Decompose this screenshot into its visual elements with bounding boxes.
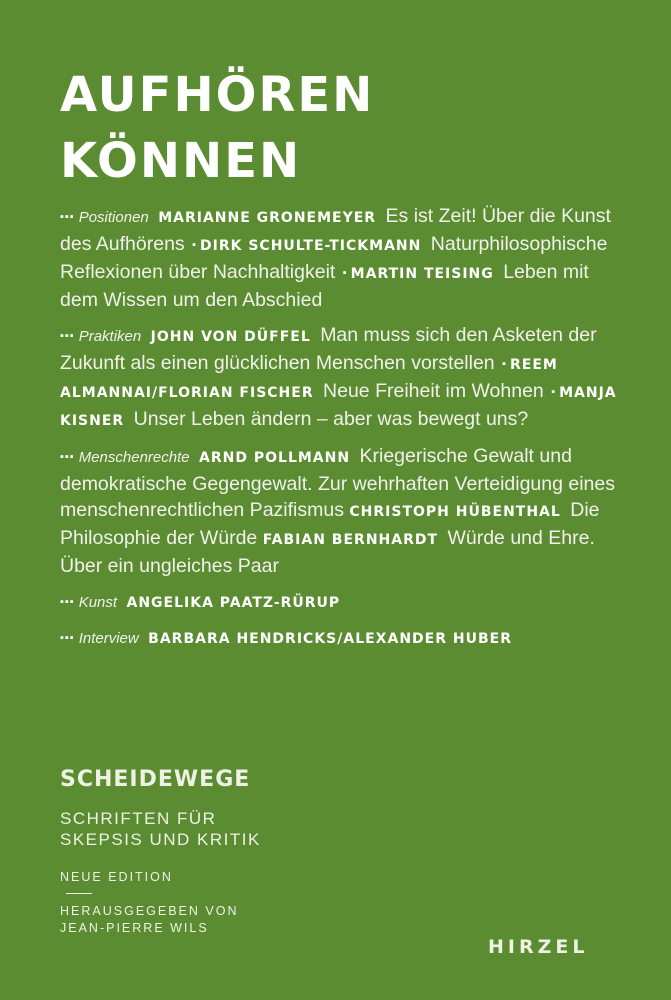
- article-title: Leben mit dem Wissen um den Abschied: [60, 261, 589, 311]
- article-title: Naturphilosophische Reflexionen über Nachhaltigkeit: [60, 233, 608, 283]
- article-title: Es ist Zeit! Über die Kunst des Aufhörens: [60, 205, 611, 255]
- series-subtitle-line-1: SCHRIFTEN FÜR: [60, 809, 217, 828]
- edition-editor: JEAN-PIERRE WILS: [60, 921, 209, 935]
- section-category: Kunst: [78, 594, 118, 611]
- author-name: MANJA KISNER: [60, 385, 617, 429]
- bullet-marker: ▪▪▪: [60, 330, 75, 342]
- title-line-1: AUFHÖREN: [60, 67, 375, 123]
- bullet-marker: ▪▪▪: [60, 211, 75, 223]
- edition-info: [60, 869, 238, 937]
- author-name: REEM ALMANNAI/FLORIAN FISCHER: [60, 357, 558, 401]
- article-title: Neue Freiheit im Wohnen: [323, 380, 544, 402]
- author-name: MARTIN TEISING: [350, 266, 494, 282]
- section-category: Positionen: [78, 209, 149, 226]
- divider: [66, 893, 92, 894]
- series-subtitle: [60, 808, 261, 850]
- publisher-logo: HIRZEL: [488, 936, 589, 958]
- square-marker: ▪: [502, 358, 506, 370]
- author-name: CHRISTOPH HÜBENTHAL: [349, 504, 561, 520]
- square-marker: ▪: [192, 239, 197, 251]
- section-kunst: [60, 588, 620, 616]
- series-name: SCHEIDEWEGE: [60, 767, 251, 792]
- author-name: DIRK SCHULTE-TICKMANN: [200, 238, 422, 254]
- section-positionen: [60, 203, 620, 313]
- bullet-marker: ▪▪▪: [60, 632, 75, 644]
- author-name: ARND POLLMANN: [199, 450, 351, 466]
- square-marker: ▪: [342, 267, 347, 279]
- article-title: Kriegerische Gewalt und demokratische Gegengewalt. Zur wehrhaften Verteidigung eines menschenrechtlichen Pazifismus: [60, 445, 615, 521]
- author-name: FABIAN BERNHARDT: [262, 532, 439, 548]
- article-title: Unser Leben ändern – aber was bewegt uns?: [133, 408, 529, 430]
- section-category: Praktiken: [78, 328, 142, 345]
- title-line-2: KÖNNEN: [60, 133, 302, 189]
- edition-line-1: [60, 869, 238, 903]
- article-title: Die Philosophie der Würde: [60, 499, 600, 549]
- author-name: MARIANNE GRONEMEYER: [158, 210, 377, 226]
- bullet-marker: ▪▪▪: [60, 596, 75, 608]
- author-name: BARBARA HENDRICKS/ALEXANDER HUBER: [148, 631, 512, 647]
- book-title: [60, 62, 374, 194]
- section-interview: [60, 624, 620, 652]
- section-category: Interview: [78, 630, 139, 647]
- section-praktiken: [60, 322, 620, 434]
- section-category: Menschenrechte: [78, 449, 190, 466]
- series-subtitle-line-2: SKEPSIS UND KRITIK: [60, 830, 261, 849]
- bullet-marker: ▪▪▪: [60, 451, 75, 463]
- edition-label: NEUE EDITION: [60, 870, 173, 884]
- section-menschenrechte: [60, 443, 620, 579]
- author-name: ANGELIKA PAATZ-RÜRUP: [126, 595, 341, 611]
- article-title: Man muss sich den Asketen der Zukunft als einen glücklichen Menschen vorstellen: [60, 324, 597, 374]
- table-of-contents: [60, 203, 620, 660]
- author-name: JOHN VON DÜFFEL: [150, 329, 311, 345]
- edition-line-2: HERAUSGEGEBEN VON: [60, 904, 239, 918]
- article-title: Würde und Ehre. Über ein ungleiches Paar: [60, 527, 595, 577]
- square-marker: ▪: [551, 386, 556, 398]
